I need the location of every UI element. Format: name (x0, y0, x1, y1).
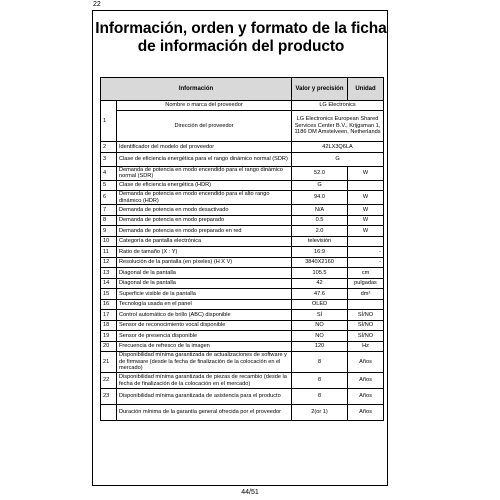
row-label: Sensor de reconocimiento vocal disponible (117, 320, 292, 331)
table-row (101, 226, 384, 237)
row-unit: W (348, 226, 384, 237)
table-row (101, 278, 384, 289)
row-unit: W (348, 205, 384, 216)
row-value: N/A (292, 205, 348, 216)
row-label: Sensor de presencia disponible (117, 331, 292, 342)
row-unit: pulgadas (348, 278, 384, 289)
table-row (101, 215, 384, 226)
table-row (101, 310, 384, 321)
table-row (101, 152, 384, 166)
row-label: Demanda de potencia en modo encendido para el rango dinámico normal (SDR) (117, 166, 292, 180)
row-label: Superficie visible de la pantalla (117, 289, 292, 300)
header-unit: Unidad (348, 78, 384, 101)
row-label: Tecnología usada en el panel (117, 299, 292, 310)
row-number: 3 (101, 152, 117, 166)
row-label: Clase de eficiencia energética (HDR) (117, 180, 292, 191)
row-label: Demanda de potencia en modo desactivado (117, 205, 292, 216)
table-row (101, 320, 384, 331)
table-row (101, 166, 384, 180)
row-unit: Años (348, 405, 384, 421)
row-unit: Hz (348, 341, 384, 352)
row-unit: Años (348, 373, 384, 389)
row-number: 20 (101, 341, 117, 352)
row-number: 6 (101, 191, 117, 205)
row-unit: W (348, 166, 384, 180)
row-number: 18 (101, 320, 117, 331)
row-unit (348, 180, 384, 191)
row-label: Demanda de potencia en modo encendido para el alto rango dinámico (HDR) (117, 191, 292, 205)
row-number: 23 (101, 389, 117, 405)
row-value: NO (292, 320, 348, 331)
row-value: 120 (292, 341, 348, 352)
table-row (101, 247, 384, 258)
row-value: 8 (292, 373, 348, 389)
table-row (101, 289, 384, 300)
row-number: 19 (101, 331, 117, 342)
row-label: Nombre o marca del proveedor (117, 101, 292, 111)
row-number: 22 (101, 373, 117, 389)
row-unit (348, 299, 384, 310)
row-value: 42LX3Q6LA (292, 142, 384, 153)
row-label: Duración mínima de la garantía general ofrecida por el proveedor (117, 405, 292, 421)
row-label: Categoría de pantalla electrónica (117, 236, 292, 247)
row-number: 17 (101, 310, 117, 321)
row-number: 5 (101, 180, 117, 191)
table-row (101, 352, 384, 373)
table-row (101, 111, 384, 142)
row-unit: - (348, 257, 384, 268)
row-value: LG Electronics European Shared Services Center B.V., Krijgsman 1, 1186 DM Amstelveen, Netherlands (292, 111, 384, 142)
row-value: G (292, 152, 384, 166)
row-label: Demanda de potencia en modo preparado en red (117, 226, 292, 237)
row-label: Control automático de brillo (ABC) disponible (117, 310, 292, 321)
row-value: 2(or 1) (292, 405, 348, 421)
row-unit: - (348, 247, 384, 258)
row-value: 8 (292, 352, 348, 373)
row-value: G (292, 180, 348, 191)
table-header-row (101, 78, 384, 101)
row-number (101, 405, 117, 421)
table-row (101, 191, 384, 205)
document-page (92, 10, 388, 486)
row-unit: W (348, 215, 384, 226)
row-number: 2 (101, 142, 117, 153)
row-value: 16:9 (292, 247, 348, 258)
row-value: televisión (292, 236, 348, 247)
row-label: Clase de eficiencia energética para el rango dinámico normal (SDR) (117, 152, 292, 166)
row-number: 7 (101, 205, 117, 216)
row-number: 15 (101, 289, 117, 300)
row-number: 4 (101, 166, 117, 180)
header-info: Información (101, 78, 292, 101)
row-unit: dm² (348, 289, 384, 300)
row-unit: SÍ/NO (348, 320, 384, 331)
row-value: SÍ (292, 310, 348, 321)
row-label: Diagonal de la pantalla (117, 278, 292, 289)
row-number: 21 (101, 352, 117, 373)
row-value: 42 (292, 278, 348, 289)
row-unit: cm (348, 268, 384, 279)
row-label: Disponibilidad mínima garantizada de piezas de recambio (desde la fecha de finalización de la colocación en el mercado) (117, 373, 292, 389)
row-label: Diagonal de la pantalla (117, 268, 292, 279)
header-value: Valor y precisión (292, 78, 348, 101)
table-row (101, 331, 384, 342)
row-value: 94.0 (292, 191, 348, 205)
table-row (101, 101, 384, 111)
row-value: 2.0 (292, 226, 348, 237)
row-value: OLED (292, 299, 348, 310)
row-number: 9 (101, 226, 117, 237)
row-label: Frecuencia de refresco de la imagen (117, 341, 292, 352)
row-label: Identificador del modelo del proveedor (117, 142, 292, 153)
page-title: Información, orden y formato de la ficha de información del producto (95, 20, 387, 55)
row-label: Disponibilidad mínima garantizada de actualizaciones de software y de firmware (desde la fecha de finalización de la colocación en el mercado) (117, 352, 292, 373)
row-unit: SÍ/NO (348, 331, 384, 342)
table-row (101, 205, 384, 216)
product-info-table (100, 77, 384, 421)
row-unit: Años (348, 352, 384, 373)
row-number: 14 (101, 278, 117, 289)
row-unit: Años (348, 389, 384, 405)
row-number: 13 (101, 268, 117, 279)
row-label: Ratio de tamaño (X : Y) (117, 247, 292, 258)
table-row (101, 341, 384, 352)
row-number: 16 (101, 299, 117, 310)
row-unit: SÍ/NO (348, 310, 384, 321)
row-unit (348, 236, 384, 247)
row-value: 47.6 (292, 289, 348, 300)
row-number: 12 (101, 257, 117, 268)
row-value: 105.5 (292, 268, 348, 279)
row-label: Demanda de potencia en modo preparado (117, 215, 292, 226)
row-unit: W (348, 191, 384, 205)
row-value: NO (292, 331, 348, 342)
row-number: 1 (101, 101, 117, 142)
table-row (101, 389, 384, 405)
page-number-bottom: 44/51 (241, 489, 259, 496)
page-number-top: 22 (93, 1, 101, 8)
row-label: Dirección del proveedor (117, 111, 292, 142)
table-row (101, 236, 384, 247)
row-value: 52.0 (292, 166, 348, 180)
row-number: 10 (101, 236, 117, 247)
table-row (101, 405, 384, 421)
row-value: 3840X2160 (292, 257, 348, 268)
row-number: 11 (101, 247, 117, 258)
row-label: Resolución de la pantalla (en píxeles) (H X V) (117, 257, 292, 268)
row-label: Disponibilidad mínima garantizada de asistencia para el producto (117, 389, 292, 405)
row-number: 8 (101, 215, 117, 226)
table-row (101, 373, 384, 389)
table-row (101, 299, 384, 310)
row-value: 0.5 (292, 215, 348, 226)
table-row (101, 180, 384, 191)
table-row (101, 142, 384, 153)
table-row (101, 268, 384, 279)
row-value: 8 (292, 389, 348, 405)
table-row (101, 257, 384, 268)
row-value: LG Electronics (292, 101, 384, 111)
